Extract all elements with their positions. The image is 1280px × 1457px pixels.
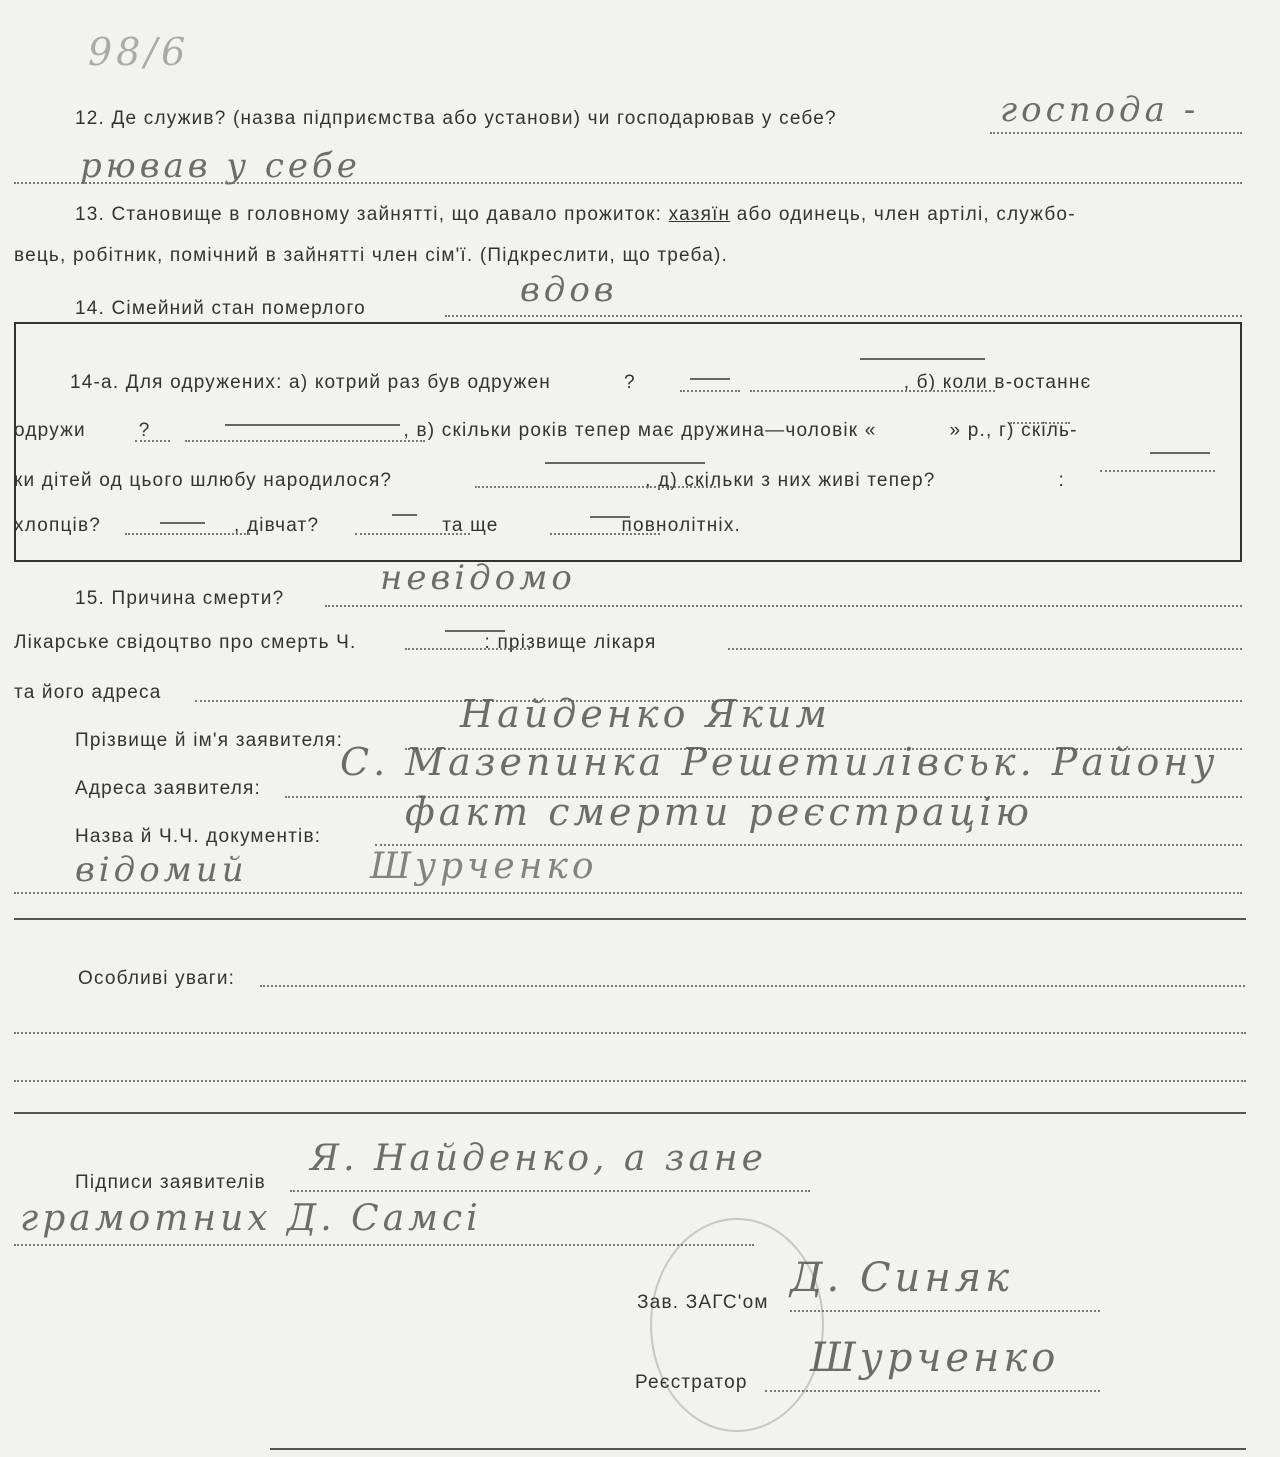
- remarks-line-1: [260, 985, 1245, 987]
- q15-line: [325, 605, 1242, 607]
- divider-2: [14, 1112, 1246, 1114]
- q14a-line-2a: [135, 440, 170, 442]
- registrar-label: Реєстратор: [635, 1372, 748, 1393]
- q14a-text-2d: » р., г) скіль-: [949, 420, 1078, 441]
- signatures-line-1: [290, 1190, 810, 1192]
- q14a-line-1b: [750, 390, 995, 392]
- q14a-text-2c: , в) скільки років тепер має дружина—чоловік «: [403, 420, 877, 441]
- q14-label: 14. Сімейний стан померлого: [75, 298, 366, 319]
- signatures-value-2: грамотних Д. Самсі: [20, 1198, 482, 1239]
- q14-line: [445, 315, 1242, 317]
- q14a-line-4b: [355, 533, 470, 535]
- q12-answer-1: господа -: [1000, 90, 1200, 130]
- q14a-text-4c: та ще: [442, 515, 499, 536]
- q13-line-1: [75, 204, 1076, 226]
- q14a-line-2b: [185, 440, 425, 442]
- q14a-text-4d: повнолітніх.: [621, 515, 741, 536]
- q14a-dash-2: [860, 358, 985, 360]
- doctor-cert-line: [405, 648, 530, 650]
- q13-line-2: вець, робітник, помічний в зайнятті член сім'ї. (Підкреслити, що треба).: [14, 245, 728, 266]
- q14a-text-1c: , б) коли в-останнє: [903, 372, 1092, 393]
- signatures-value-1: Я. Найденко, а зане: [310, 1138, 767, 1179]
- q14-answer: вдов: [520, 270, 618, 310]
- applicant-address-value: С. Мазепинка Решетилівськ. Району: [340, 740, 1219, 784]
- q14a-dash-5: [1150, 452, 1210, 454]
- q14a-dash-8: [590, 516, 630, 518]
- remarks-line-3: [14, 1080, 1246, 1082]
- q14a-text-2b: ?: [138, 420, 151, 441]
- q14a-line-1a: [680, 390, 740, 392]
- q14a-line-3a: [475, 486, 720, 488]
- page-mark: 98/6: [88, 30, 190, 74]
- q14a-text-2a: одружи: [14, 420, 86, 441]
- zags-head-line: [790, 1310, 1100, 1312]
- doctor-name-text: : прізвище лікаря: [484, 632, 657, 653]
- q14a-line-2c: [1010, 422, 1070, 424]
- q14a-dash-6: [160, 522, 205, 524]
- q13-text-a: 13. Становище в головному зайнятті, що давало прожиток:: [75, 204, 663, 225]
- registrar-signature: Шурченко: [810, 1335, 1060, 1381]
- official-stamp: [650, 1218, 824, 1432]
- q14a-text-4a: хлопців?: [14, 515, 102, 536]
- q14a-text-4b: , дівчат?: [234, 515, 320, 536]
- bottom-line: [270, 1448, 1246, 1450]
- q12-label: 12. Де служив? (назва підприємства або установи) чи господарював у себе?: [75, 108, 837, 129]
- applicant-docs-value-1: факт смерти реєстрацію: [405, 790, 1033, 834]
- q14a-dash-4: [545, 462, 705, 464]
- q14a-line-4c: [550, 533, 660, 535]
- doctor-cert-text: Лікарське свідоцтво про смерть Ч.: [14, 632, 357, 653]
- q12-line-1: [990, 132, 1242, 134]
- q14a-line-3b: [1100, 470, 1215, 472]
- applicant-name-label: Прізвище й ім'я заявителя:: [75, 730, 344, 751]
- q14a-text-1b: ?: [623, 372, 636, 393]
- q12-line-2: [14, 182, 1242, 184]
- doctor-name-line: [728, 648, 1242, 650]
- q12-answer-2: рював у себе: [80, 146, 361, 186]
- doctor-cert-label: [14, 632, 656, 654]
- applicant-docs-value-2: відомий: [75, 850, 248, 890]
- q15-label: 15. Причина смерти?: [75, 588, 285, 609]
- doctor-address-label: та його адреса: [14, 682, 162, 703]
- applicant-name-value: Найденко Яким: [460, 692, 831, 736]
- registrar-line: [765, 1390, 1100, 1392]
- q15-answer: невідомо: [380, 558, 576, 598]
- zags-head-label: Зав. ЗАГС'ом: [637, 1292, 769, 1313]
- remarks-label: Особливі уваги:: [78, 968, 236, 989]
- q14a-line-4a: [125, 533, 250, 535]
- q14a-text-1a: 14-а. Для одружених: а) котрий раз був одружен: [70, 372, 551, 393]
- q13-text-b: або одинець, член артілі, службо-: [736, 204, 1076, 225]
- q14a-text-3a: ки дітей од цього шлюбу народилося?: [14, 470, 393, 491]
- zags-head-signature: Д. Синяк: [790, 1255, 1014, 1301]
- doctor-cert-dash: [445, 630, 505, 632]
- q14a-dash-3: [225, 424, 400, 426]
- applicant-docs-label: Назва й Ч.Ч. документів:: [75, 826, 322, 847]
- q14a-text-3c: :: [1058, 470, 1065, 491]
- signatures-label: Підписи заявителів: [75, 1172, 266, 1193]
- q14a-line-2: [14, 420, 1078, 442]
- applicant-address-label: Адреса заявителя:: [75, 778, 261, 799]
- applicant-docs-line-2: [14, 892, 1242, 894]
- applicant-docs-signature: Шурченко: [370, 846, 598, 887]
- q13-selected-option: хазяїн: [668, 204, 731, 225]
- signatures-line-2: [14, 1244, 754, 1246]
- q14a-line-3: [14, 470, 1065, 492]
- q14a-text-3b: , д) скільки з них живі тепер?: [645, 470, 936, 491]
- q14a-dash-7: [392, 514, 417, 516]
- remarks-line-2: [14, 1032, 1246, 1034]
- q14a-dash-1: [690, 378, 730, 380]
- divider-1: [14, 918, 1246, 920]
